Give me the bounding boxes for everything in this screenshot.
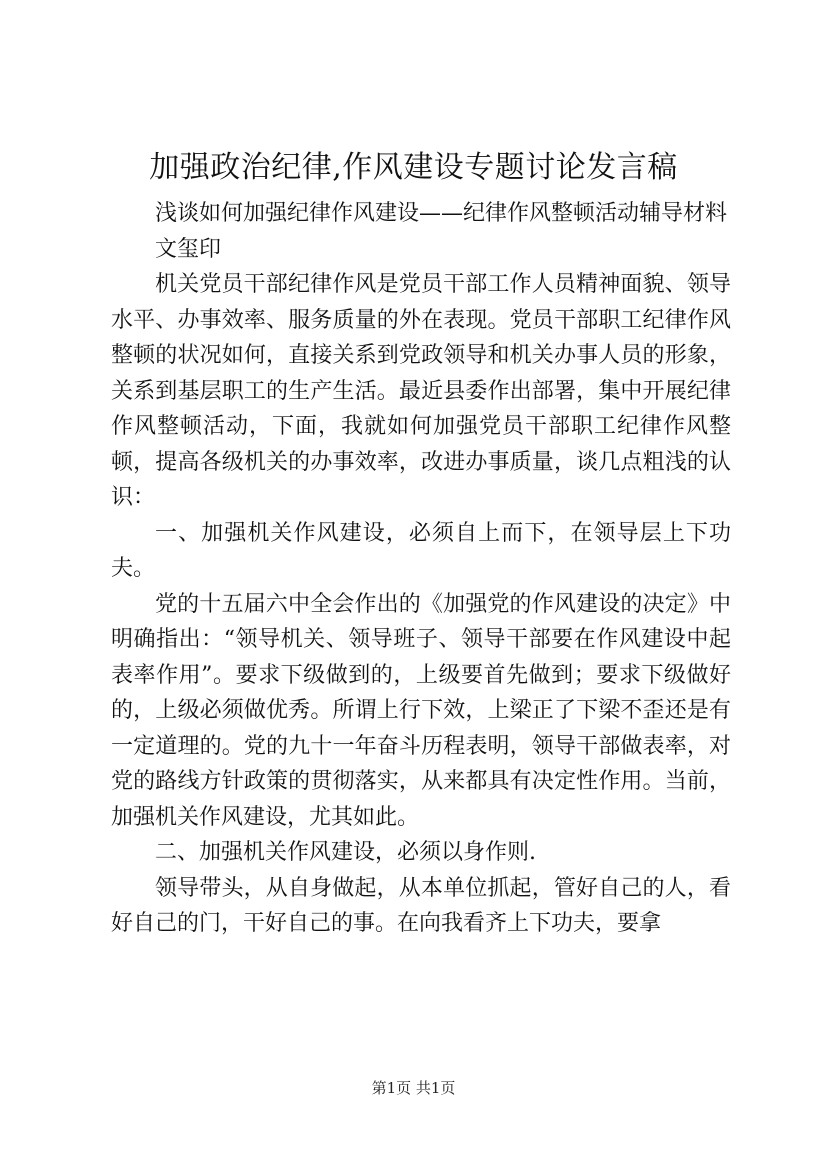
- page-footer: 第1页 共1页: [371, 1079, 456, 1097]
- paragraph-author: 文玺印: [155, 236, 222, 262]
- paragraph-heading-1: 一、加强机关作风建设，必须自上而下，在领导层上下功夫。: [111, 520, 731, 581]
- document-body: [111, 196, 731, 942]
- document-title: 加强政治纪律,作风建设专题讨论发言稿: [149, 150, 678, 185]
- paragraph-subtitle: 浅谈如何加强纪律作风建设——纪律作风整顿活动辅导材料: [155, 201, 728, 226]
- paragraph-section-2: 领导带头，从自身做起，从本单位抓起，管好自己的人，看好自己的门，干好自己的事。在向我看齐上下功夫，要拿: [111, 875, 731, 936]
- paragraph-intro: 机关党员干部纪律作风是党员干部工作人员精神面貌、领导水平、办事效率、服务质量的外在表现。党员干部职工纪律作风整顿的状况如何，直接关系到党政领导和机关办事人员的形象，关系到基层职工的生产生活。最近县委作出部署，集中开展纪律作风整顿活动，下面，我就如何加强党员干部职工纪律作风整顿，提高各级机关的办事效率，改进办事质量，谈几点粗浅的认识：: [111, 272, 731, 510]
- paragraph-heading-2: 二、加强机关作风建设，必须以身作则.: [155, 840, 536, 865]
- paragraph-section-1: 党的十五届六中全会作出的《加强党的作风建设的决定》中明确指出：“领导机关、领导班子、领导干部要在作风建设中起表率作用”。要求下级做到的，上级要首先做到；要求下级做好的，上级必须做优秀。所谓上行下效，上梁正了下梁不歪还是有一定道理的。党的九十一年奋斗历程表明，领导干部做表率，对党的路线方针政策的贯彻落实，从来都具有决定性作用。当前，加强机关作风建设，尤其如此。: [111, 591, 731, 830]
